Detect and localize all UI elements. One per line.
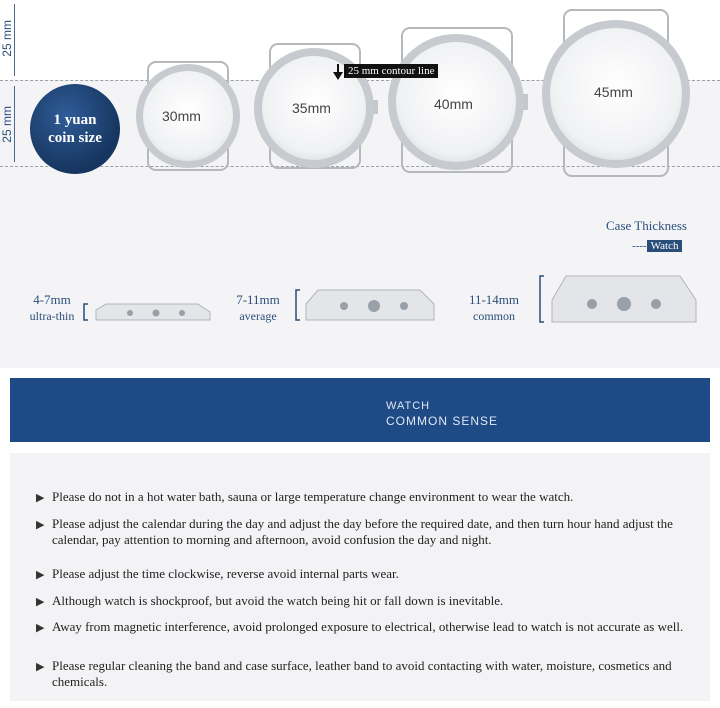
case-range: 11-14mm [468, 292, 520, 307]
tip-5: ▶ Away from magnetic interference, avoid prolonged exposure to electrical, otherwise lead to watch is not accurate as well. [36, 619, 684, 634]
legend-watch-tag: Watch [647, 240, 683, 252]
case-profile-thin-icon [84, 304, 210, 320]
case-range: 7-11mm [236, 292, 280, 307]
bullet-arrow-icon: ▶ [36, 569, 45, 581]
banner-line1: WATCH [386, 400, 431, 412]
tip-4: ▶ Although watch is shockproof, but avoid the watch being hit or fall down is inevitable. [36, 593, 504, 608]
legend-dash: ---- [632, 240, 647, 252]
tip-2: ▶ Please adjust the calendar during the day and adjust the day before the required date, and then turn hour hand adjust the calendar, pay attention to morning and afternoon, avoid confusion the day and night. [36, 516, 673, 547]
tip-6: ▶ Please regular cleaning the band and case surface, leather band to avoid contacting with water, moisture, cosmetics and chemicals. [36, 658, 672, 689]
case-desc: ultra-thin [29, 309, 75, 323]
bullet-arrow-icon: ▶ [36, 622, 45, 634]
watch-30mm-label: 30mm [162, 108, 201, 124]
bullet-arrow-icon: ▶ [36, 519, 45, 531]
case-desc: common [473, 309, 515, 323]
case-profiles-illustration [0, 260, 720, 340]
tip-3: ▶ Please adjust the time clockwise, reverse avoid internal parts wear. [36, 566, 399, 581]
watch-40mm-label: 40mm [434, 96, 473, 112]
dimension-top-label: 25 mm [0, 20, 14, 57]
case-thickness-title: Case Thickness [606, 218, 687, 233]
contour-line-label: 25 mm contour line [344, 64, 438, 78]
watch-45mm-label: 45mm [594, 84, 633, 100]
case-desc: average [239, 309, 277, 323]
case-profile-average-icon [296, 290, 434, 320]
tip-1: ▶ Please do not in a hot water bath, sauna or large temperature change environment to wear the watch. [36, 489, 574, 504]
banner-line2: COMMON SENSE [386, 414, 499, 428]
bullet-arrow-icon: ▶ [36, 492, 45, 504]
common-sense-banner [10, 378, 710, 442]
dimension-side-label: 25 mm [0, 106, 14, 143]
bullet-arrow-icon: ▶ [36, 661, 45, 673]
watch-35mm-label: 35mm [292, 100, 331, 116]
bullet-arrow-icon: ▶ [36, 596, 45, 608]
case-range: 4-7mm [33, 292, 71, 307]
case-profile-common-icon [540, 276, 696, 322]
coin-label-line1: 1 yuan [53, 112, 97, 128]
coin-label-line2: coin size [48, 130, 102, 146]
